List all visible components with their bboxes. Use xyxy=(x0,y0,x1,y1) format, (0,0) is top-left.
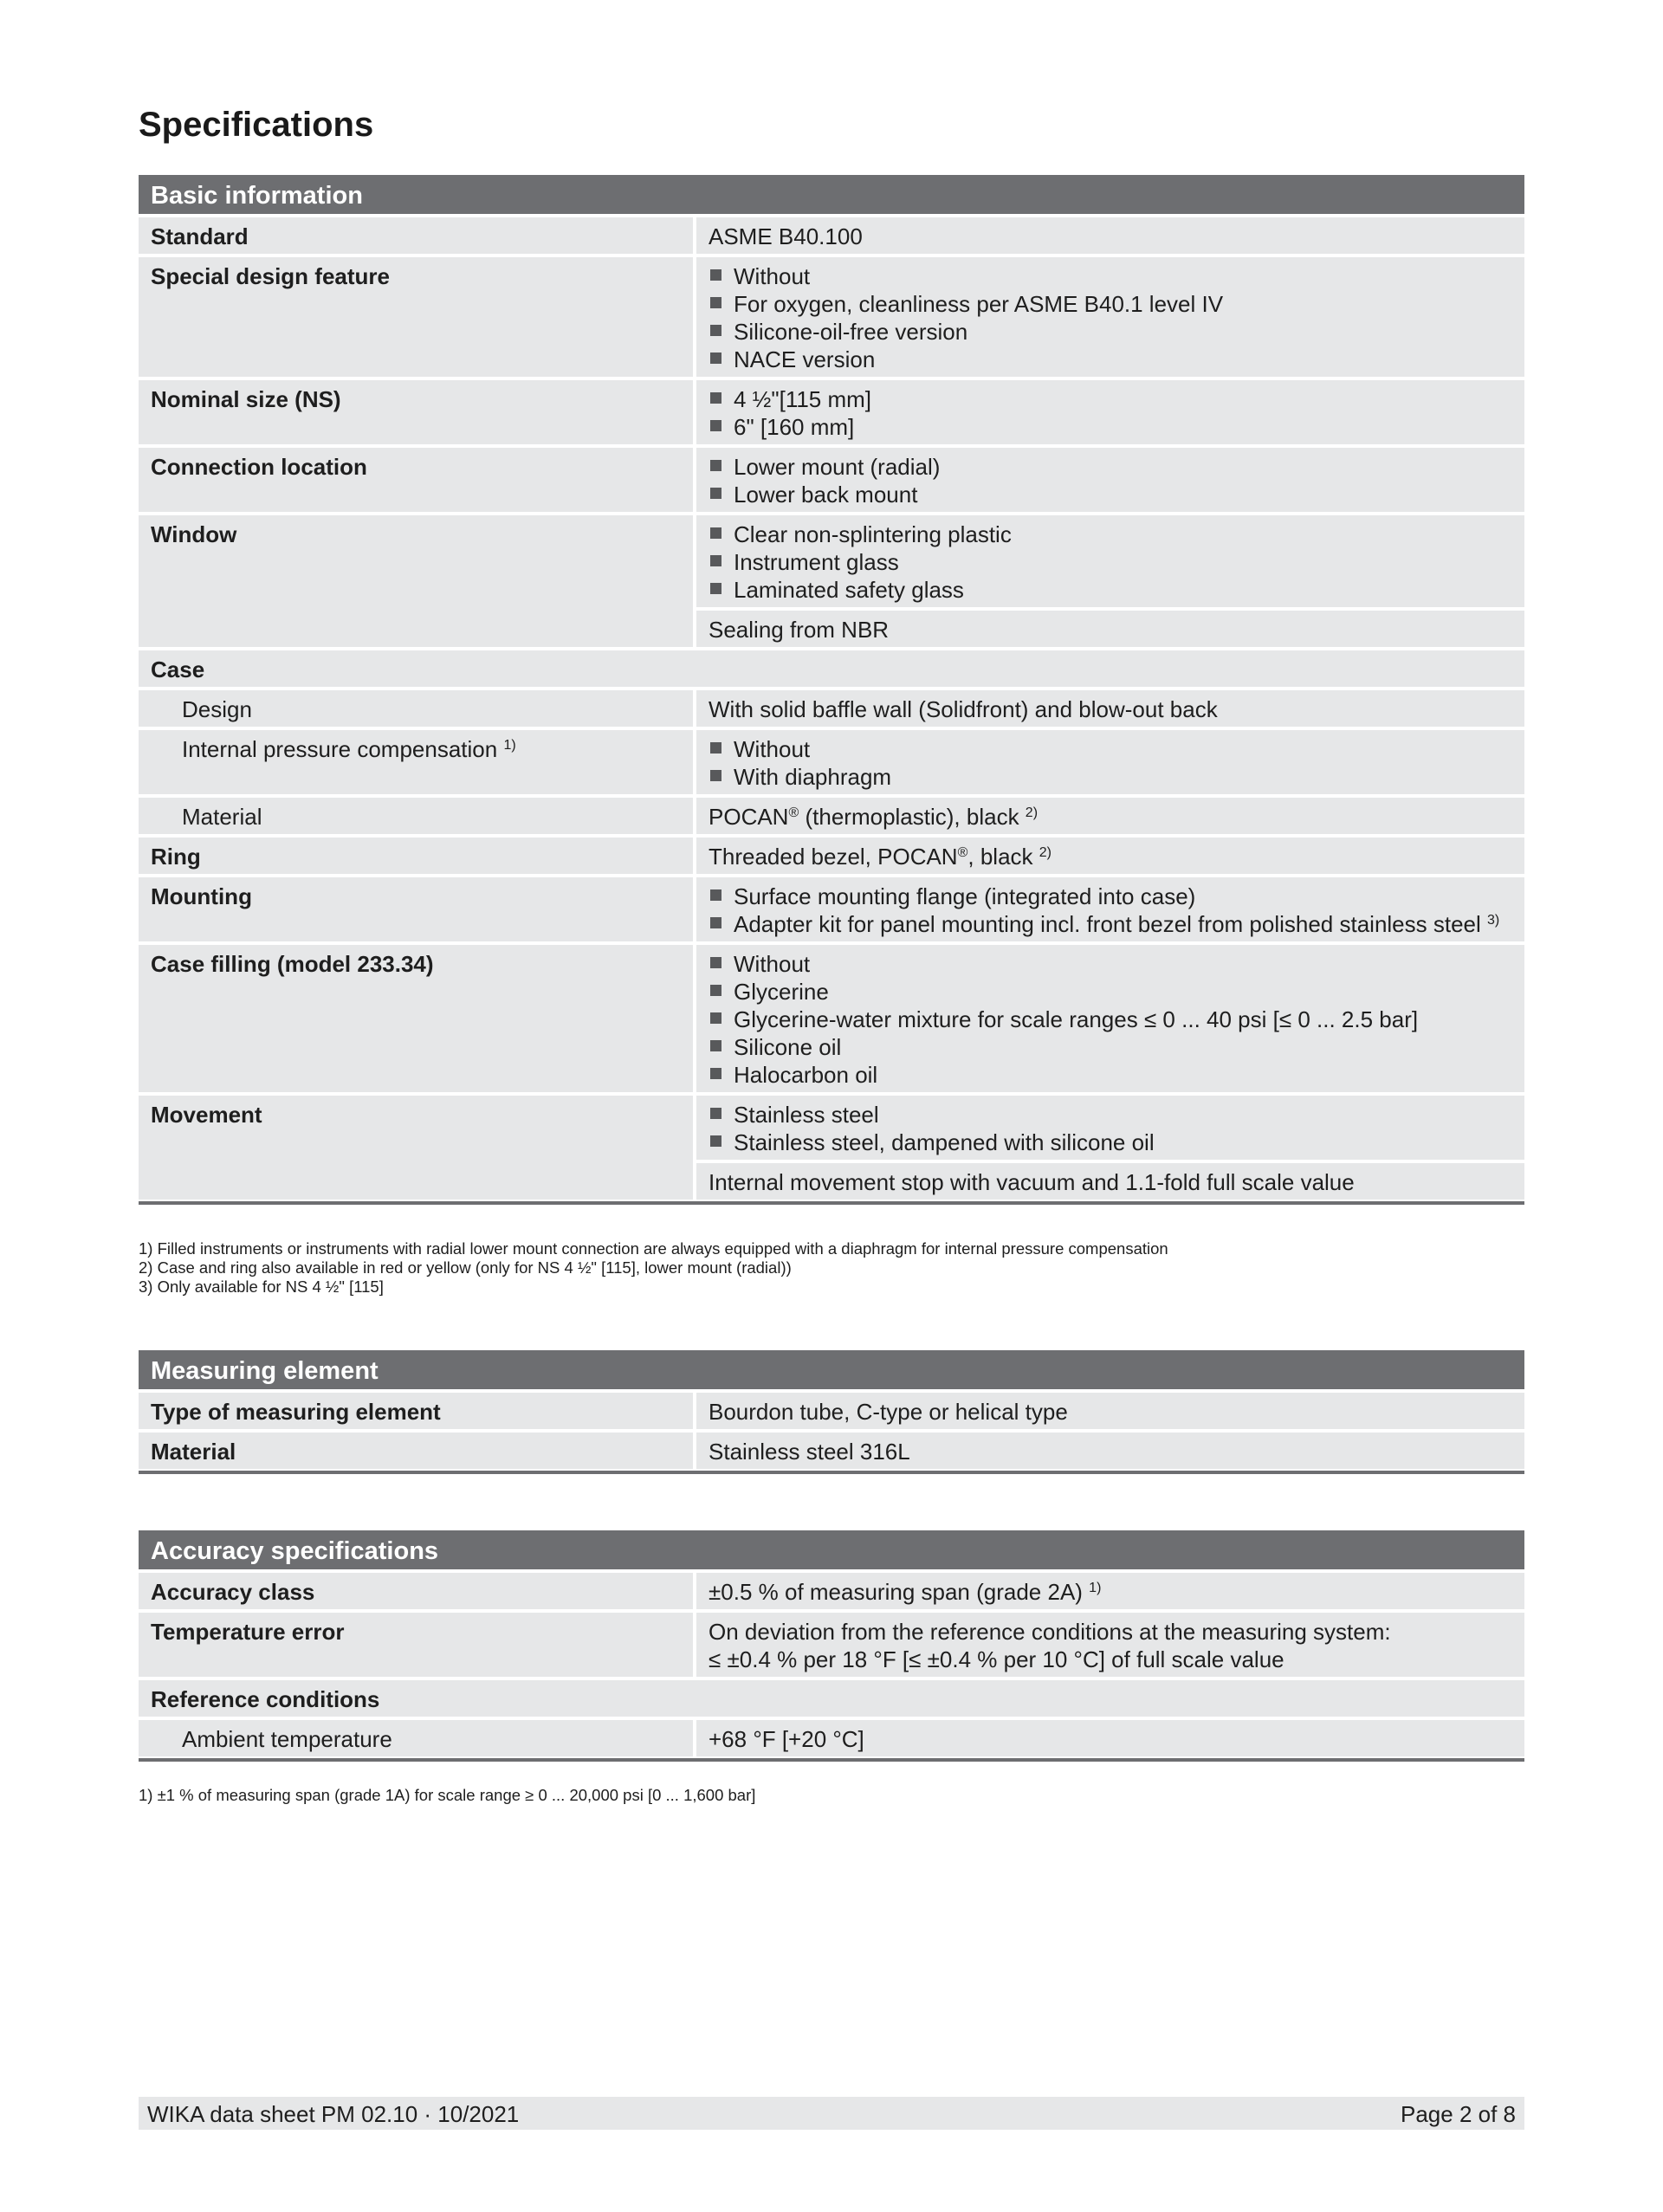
square-bullet-icon xyxy=(710,583,721,594)
row-case-filling xyxy=(139,945,1524,1092)
value-ring: Threaded bezel, POCAN®, black $^{2)}$ xyxy=(696,838,1524,874)
row-case-material xyxy=(139,798,1524,834)
label-standard: Standard xyxy=(139,217,693,254)
page-title: Specifications xyxy=(139,106,374,144)
row-standard xyxy=(139,217,1524,254)
measuring-element-table xyxy=(139,1350,1524,1474)
list-item: Adapter kit for panel mounting incl. front bezel from polished stainless steel $^{3)}$ xyxy=(709,910,1512,938)
list-item: Lower back mount xyxy=(709,481,1512,508)
square-bullet-icon xyxy=(710,460,721,471)
value-ambient-temperature: +68 °F [+20 °C] xyxy=(696,1720,1524,1756)
row-window xyxy=(139,515,1524,647)
row-ambient-temperature xyxy=(139,1720,1524,1756)
square-bullet-icon xyxy=(710,1068,721,1079)
label-internal-pressure: Internal pressure compensation $^{1)}$ xyxy=(139,730,693,794)
value-window-sealing: Sealing from NBR xyxy=(696,611,1524,647)
value-case-design: With solid baffle wall (Solidfront) and blow-out back xyxy=(696,690,1524,727)
list-item: Without xyxy=(709,735,1512,763)
value-case-filling xyxy=(696,945,1524,1092)
square-bullet-icon xyxy=(710,555,721,566)
section-heading-measuring: Measuring element xyxy=(139,1350,1524,1389)
square-bullet-icon xyxy=(710,269,721,281)
square-bullet-icon xyxy=(710,325,721,336)
value-movement-stop: Internal movement stop with vacuum and 1.1-fold full scale value xyxy=(696,1163,1524,1200)
list-item: Laminated safety glass xyxy=(709,576,1512,604)
label-special-design: Special design feature xyxy=(139,257,693,377)
value-temperature-error: On deviation from the reference conditions at the measuring system: ≤ ±0.4 % per 18 °F [≤ ±0.4 % per 10 °C] of full scale value xyxy=(696,1613,1524,1677)
list-item: 6" [160 mm] xyxy=(709,413,1512,441)
list-item: Stainless steel xyxy=(709,1101,1512,1129)
value-accuracy-class: ±0.5 % of measuring span (grade 2A) $^{1)}$ xyxy=(696,1573,1524,1609)
row-case-design xyxy=(139,690,1524,727)
square-bullet-icon xyxy=(710,957,721,968)
list-item: With diaphragm xyxy=(709,763,1512,791)
footnote-ref: 1) xyxy=(1089,1581,1102,1595)
row-type-measuring xyxy=(139,1393,1524,1429)
value-mounting xyxy=(696,877,1524,941)
list-item: For oxygen, cleanliness per ASME B40.1 level IV xyxy=(709,290,1512,318)
list-item: Glycerine xyxy=(709,978,1512,1006)
value-window xyxy=(696,515,1524,607)
label-reference-conditions: Reference conditions xyxy=(139,1680,1524,1717)
value-type-measuring: Bourdon tube, C-type or helical type xyxy=(696,1393,1524,1429)
list-item: Surface mounting flange (integrated into case) xyxy=(709,883,1512,910)
list-item: Instrument glass xyxy=(709,548,1512,576)
value-measuring-material: Stainless steel 316L xyxy=(696,1433,1524,1469)
list-item: Stainless steel, dampened with silicone oil xyxy=(709,1129,1512,1156)
section-heading-accuracy: Accuracy specifications xyxy=(139,1530,1524,1569)
table-bottom-rule xyxy=(139,1201,1524,1205)
footnote-3: 3) Only available for NS 4 ½" [115] xyxy=(139,1277,384,1296)
square-bullet-icon xyxy=(710,770,721,781)
square-bullet-icon xyxy=(710,742,721,754)
square-bullet-icon xyxy=(710,1012,721,1024)
square-bullet-icon xyxy=(710,297,721,308)
row-internal-pressure xyxy=(139,730,1524,794)
footer-document-id: WIKA data sheet PM 02.10 · 10/2021 xyxy=(147,2101,520,2127)
list-item: Without xyxy=(709,950,1512,978)
page-footer xyxy=(139,2097,1524,2130)
list-item: NACE version xyxy=(709,346,1512,373)
square-bullet-icon xyxy=(710,985,721,996)
footnote-ref: 2) xyxy=(1025,805,1039,820)
label-mounting: Mounting xyxy=(139,877,693,941)
row-accuracy-class xyxy=(139,1573,1524,1609)
footnote-ref: 3) xyxy=(1487,913,1500,928)
basic-information-table xyxy=(139,175,1524,1205)
label-connection-location: Connection location xyxy=(139,448,693,512)
value-nominal-size xyxy=(696,380,1524,444)
footnote-2: 2) Case and ring also available in red or yellow (only for NS 4 ½" [115], lower mount (radial)) xyxy=(139,1258,792,1277)
row-movement xyxy=(139,1096,1524,1200)
basic-footnotes xyxy=(139,1239,1168,1297)
value-movement-group xyxy=(696,1096,1524,1200)
list-item: Without xyxy=(709,262,1512,290)
list-item: Lower mount (radial) xyxy=(709,453,1512,481)
row-connection-location xyxy=(139,448,1524,512)
table-bottom-rule xyxy=(139,1471,1524,1474)
value-standard: ASME B40.100 xyxy=(696,217,1524,254)
label-nominal-size: Nominal size (NS) xyxy=(139,380,693,444)
list-item: Clear non-splintering plastic xyxy=(709,521,1512,548)
square-bullet-icon xyxy=(710,1135,721,1147)
accuracy-footnote: 1) ±1 % of measuring span (grade 1A) for scale range ≥ 0 ... 20,000 psi [0 ... 1,600 bar] xyxy=(139,1786,756,1804)
table-bottom-rule xyxy=(139,1758,1524,1762)
row-special-design xyxy=(139,257,1524,377)
value-movement xyxy=(696,1096,1524,1160)
square-bullet-icon xyxy=(710,352,721,364)
label-accuracy-class: Accuracy class xyxy=(139,1573,693,1609)
footer-page-number: Page 2 of 8 xyxy=(1401,2101,1516,2127)
label-window: Window xyxy=(139,515,693,647)
footnote-1: 1) Filled instruments or instruments with radial lower mount connection are always equipped with a diaphragm for internal pressure compensation xyxy=(139,1239,1168,1258)
row-nominal-size xyxy=(139,380,1524,444)
row-case xyxy=(139,650,1524,687)
square-bullet-icon xyxy=(710,420,721,431)
square-bullet-icon xyxy=(710,488,721,499)
footnote-ref: 1) xyxy=(503,738,516,753)
label-case-design: Design xyxy=(139,690,693,727)
row-temperature-error xyxy=(139,1613,1524,1677)
square-bullet-icon xyxy=(710,889,721,901)
section-heading-basic: Basic information xyxy=(139,175,1524,214)
row-measuring-material xyxy=(139,1433,1524,1469)
row-mounting xyxy=(139,877,1524,941)
row-ring xyxy=(139,838,1524,874)
label-ring: Ring xyxy=(139,838,693,874)
value-case-material: POCAN® (thermoplastic), black $^{2)}$ xyxy=(696,798,1524,834)
square-bullet-icon xyxy=(710,917,721,928)
value-window-group xyxy=(696,515,1524,647)
row-reference-conditions xyxy=(139,1680,1524,1717)
label-case-material: Material xyxy=(139,798,693,834)
label-case: Case xyxy=(139,650,1524,687)
value-internal-pressure xyxy=(696,730,1524,794)
value-special-design xyxy=(696,257,1524,377)
list-item: Silicone oil xyxy=(709,1033,1512,1061)
label-case-filling: Case filling (model 233.34) xyxy=(139,945,693,1092)
square-bullet-icon xyxy=(710,1040,721,1051)
square-bullet-icon xyxy=(710,392,721,404)
label-type-measuring: Type of measuring element xyxy=(139,1393,693,1429)
square-bullet-icon xyxy=(710,527,721,539)
label-ambient-temperature: Ambient temperature xyxy=(139,1720,693,1756)
accuracy-table xyxy=(139,1530,1524,1762)
list-item: Halocarbon oil xyxy=(709,1061,1512,1089)
footnote-ref: 2) xyxy=(1039,845,1052,860)
list-item: 4 ½"[115 mm] xyxy=(709,385,1512,413)
square-bullet-icon xyxy=(710,1108,721,1119)
label-temperature-error: Temperature error xyxy=(139,1613,693,1677)
list-item: Silicone-oil-free version xyxy=(709,318,1512,346)
label-movement: Movement xyxy=(139,1096,693,1200)
label-measuring-material: Material xyxy=(139,1433,693,1469)
value-connection-location xyxy=(696,448,1524,512)
list-item: Glycerine-water mixture for scale ranges ≤ 0 ... 40 psi [≤ 0 ... 2.5 bar] xyxy=(709,1006,1512,1033)
